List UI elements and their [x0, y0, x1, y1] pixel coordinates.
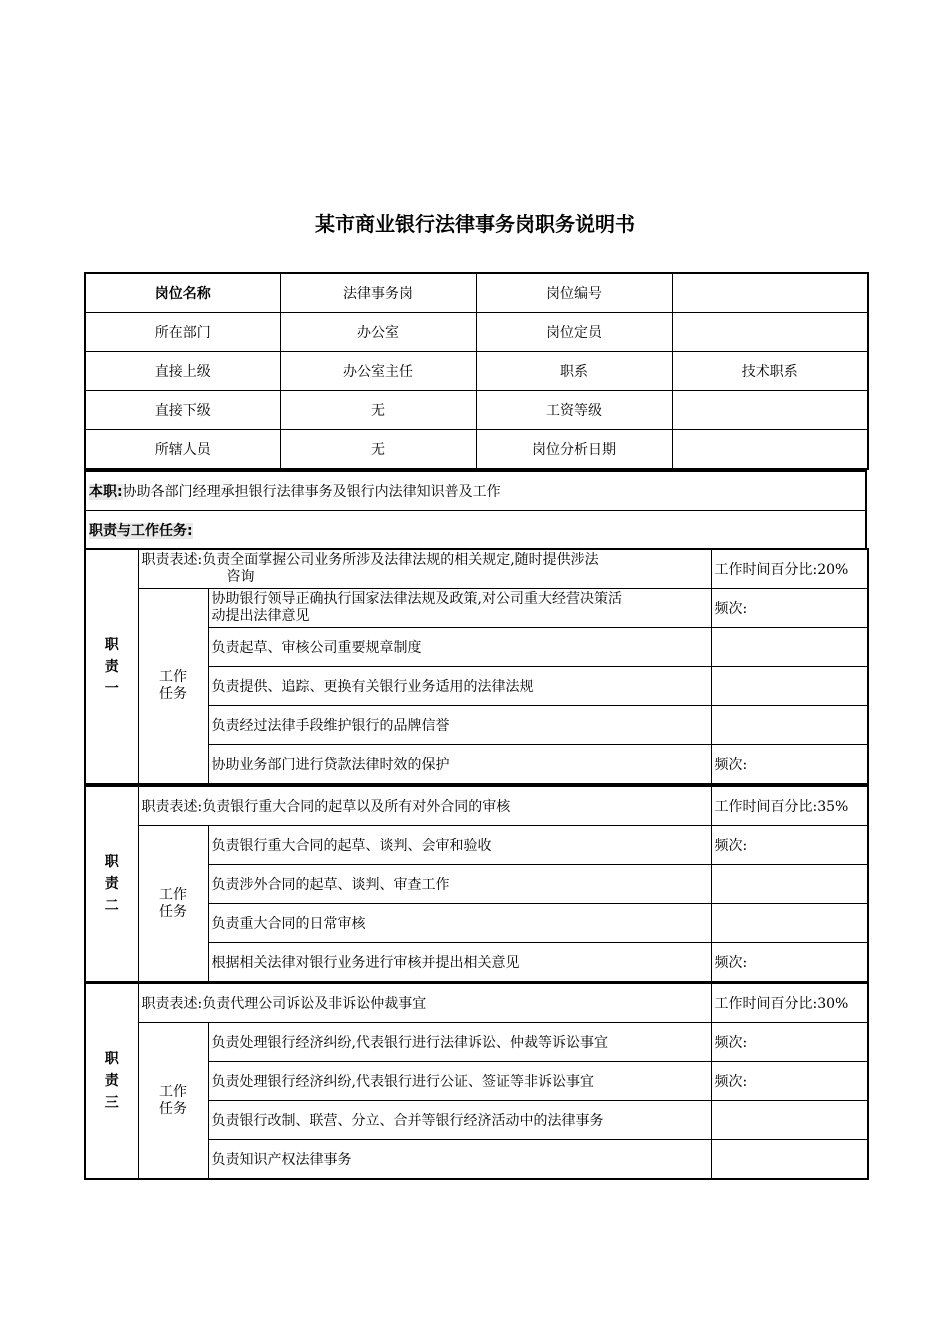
task-text: 负责起草、审核公司重要规章制度: [208, 628, 711, 667]
supervisor-label: 直接上级: [85, 352, 280, 391]
department-value: 办公室: [280, 313, 476, 352]
analysis-date-value: [672, 430, 868, 470]
task-text: 负责经过法律手段维护银行的品牌信誉: [208, 706, 711, 745]
task-text: 负责处理银行经济纠纷,代表银行进行法律诉讼、仲裁等诉讼事宜: [208, 1023, 711, 1062]
task-frequency: 频次:: [711, 1023, 868, 1062]
duty-statement: 职责表述:负责全面掌握公司业务所涉及法律法规的相关规定,随时提供涉法 咨询: [138, 549, 711, 589]
task-frequency: [711, 667, 868, 706]
task-label: 工作任务: [138, 826, 208, 983]
task-text: 负责银行改制、联营、分立、合并等银行经济活动中的法律事务: [208, 1101, 711, 1140]
table-row: [85, 471, 866, 511]
job-info-table: [84, 272, 869, 470]
subordinate-value: 无: [280, 391, 476, 430]
task-frequency: [711, 904, 868, 943]
table-row: [85, 589, 868, 628]
task-frequency: 频次:: [711, 589, 868, 628]
task-frequency: 频次:: [711, 1062, 868, 1101]
task-text: 根据相关法律对银行业务进行审核并提出相关意见: [208, 943, 711, 983]
subordinate-label: 直接下级: [85, 391, 280, 430]
task-text: 负责提供、追踪、更换有关银行业务适用的法律法规: [208, 667, 711, 706]
task-label: 工作任务: [138, 1023, 208, 1180]
analysis-date-label: 岗位分析日期: [476, 430, 672, 470]
table-row: [85, 826, 868, 865]
salary-grade-value: [672, 391, 868, 430]
table-row: [85, 1023, 868, 1062]
table-row: [85, 549, 868, 589]
task-frequency: 频次:: [711, 826, 868, 865]
task-frequency: [711, 628, 868, 667]
staff-label: 所辖人员: [85, 430, 280, 470]
job-family-value: 技术职系: [672, 352, 868, 391]
supervisor-value: 办公室主任: [280, 352, 476, 391]
task-text: 协助业务部门进行贷款法律时效的保护: [208, 745, 711, 785]
task-frequency: [711, 1101, 868, 1140]
time-percent: 工作时间百分比:30%: [711, 983, 868, 1023]
position-name-label: 岗位名称: [85, 273, 280, 313]
duty-label: 职责三: [85, 983, 138, 1179]
headcount-label: 岗位定员: [476, 313, 672, 352]
table-row: [85, 352, 868, 391]
task-text: 负责涉外合同的起草、谈判、审查工作: [208, 865, 711, 904]
table-row: [85, 430, 868, 470]
table-row: [85, 786, 868, 826]
staff-value: 无: [280, 430, 476, 470]
task-text: 负责银行重大合同的起草、谈判、会审和验收: [208, 826, 711, 865]
time-percent: 工作时间百分比:20%: [711, 549, 868, 589]
task-text: 负责重大合同的日常审核: [208, 904, 711, 943]
duties-heading-cell: [85, 511, 866, 550]
job-family-label: 职系: [476, 352, 672, 391]
task-frequency: [711, 706, 868, 745]
position-number-label: 岗位编号: [476, 273, 672, 313]
table-row: [85, 273, 868, 313]
task-text: 负责知识产权法律事务: [208, 1140, 711, 1180]
duty-label: 职责二: [85, 786, 138, 982]
duty-label: 职责一: [85, 549, 138, 784]
duty-table-1: [84, 548, 869, 785]
position-name-value: 法律事务岗: [280, 273, 476, 313]
summary-label: 本职:: [89, 484, 123, 500]
task-text: 负责处理银行经济纠纷,代表银行进行公证、签证等非诉讼事宜: [208, 1062, 711, 1101]
summary-cell: [85, 471, 866, 511]
summary-text: 协助各部门经理承担银行法律事务及银行内法律知识普及工作: [122, 484, 501, 500]
table-row: [85, 983, 868, 1023]
task-frequency: 频次:: [711, 745, 868, 785]
duty-statement: 职责表述:负责代理公司诉讼及非诉讼仲裁事宜: [138, 983, 711, 1023]
headcount-value: [672, 313, 868, 352]
task-frequency: [711, 865, 868, 904]
table-row: [85, 313, 868, 352]
position-number-value: [672, 273, 868, 313]
page-title: 某市商业银行法律事务岗职务说明书: [315, 212, 635, 236]
task-frequency: [711, 1140, 868, 1180]
duties-heading: 职责与工作任务:: [89, 523, 193, 539]
task-label: 工作任务: [138, 589, 208, 785]
duty-statement: 职责表述:负责银行重大合同的起草以及所有对外合同的审核: [138, 786, 711, 826]
table-row: [85, 511, 866, 550]
task-frequency: 频次:: [711, 943, 868, 983]
salary-grade-label: 工资等级: [476, 391, 672, 430]
duty-table-2: [84, 785, 869, 983]
time-percent: 工作时间百分比:35%: [711, 786, 868, 826]
duty-table-3: [84, 982, 869, 1180]
task-text: 协助银行领导正确执行国家法律法规及政策,对公司重大经营决策活 动提出法律意见: [208, 589, 711, 628]
summary-table: [84, 470, 867, 550]
department-label: 所在部门: [85, 313, 280, 352]
table-row: [85, 391, 868, 430]
